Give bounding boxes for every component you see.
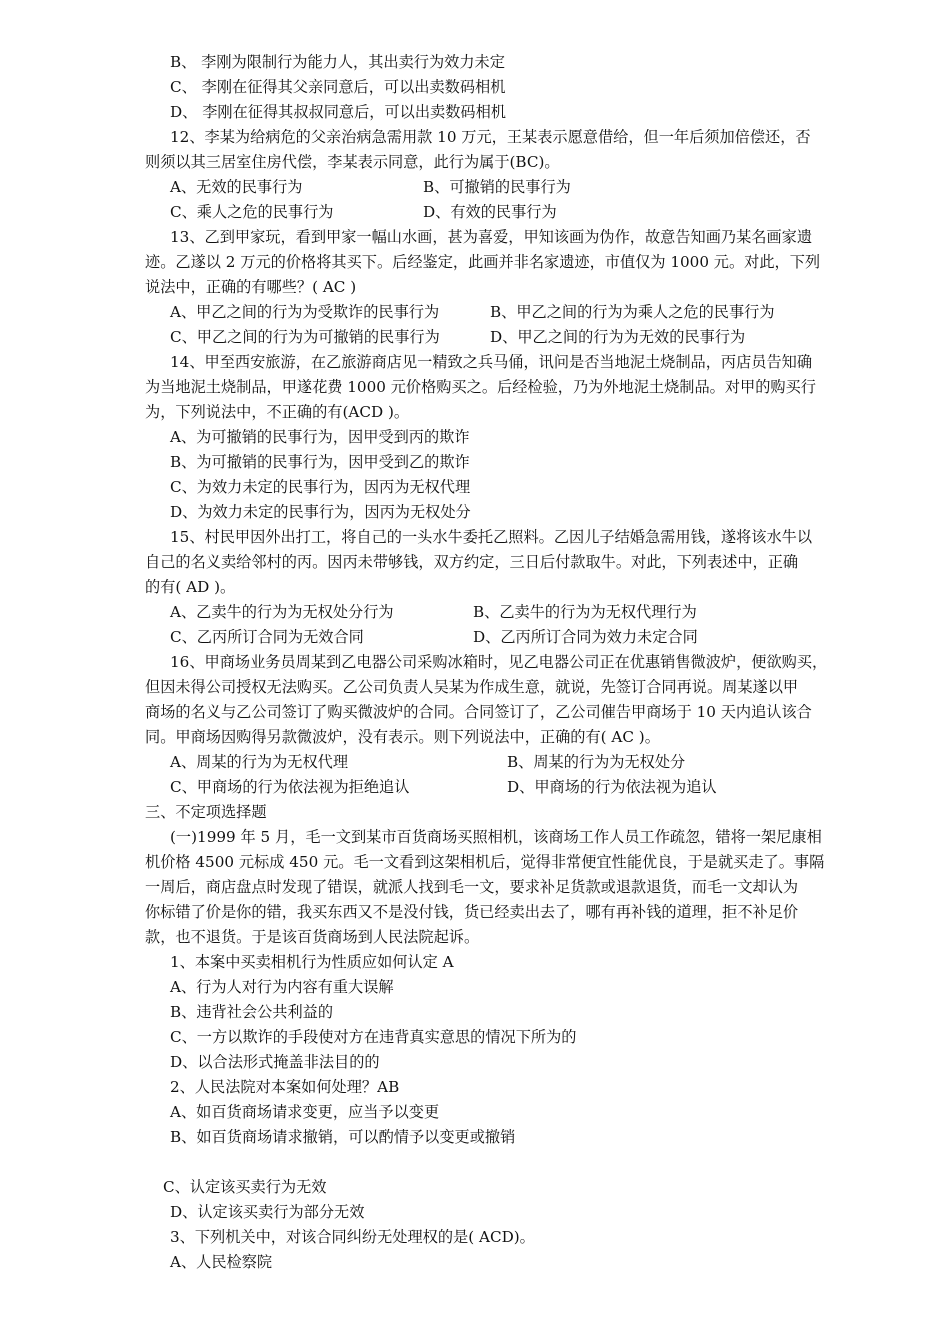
q15-option-b: B、乙卖牛的行为为无权代理行为 — [473, 603, 697, 621]
q11-option-b: B、 李刚为限制行为能力人，其出卖行为效力未定 — [170, 53, 505, 71]
q11-option-c: C、 李刚在征得其父亲同意后，可以出卖数码相机 — [170, 78, 506, 96]
q13-text-line-1: 13、乙到甲家玩，看到甲家一幅山水画，甚为喜爱，甲知该画为伪作，故意告知画乃某名画家遗 — [170, 228, 813, 246]
q13-option-c: C、甲乙之间的行为为可撤销的民事行为 — [170, 328, 440, 346]
sub1-option-c: C、一方以欺诈的手段使对方在违背真实意思的情况下所为的 — [170, 1028, 577, 1046]
q11-option-d: D、 李刚在征得其叔叔同意后，可以出卖数码相机 — [170, 103, 506, 121]
q14-text-line-3: 为，下列说法中，不正确的有(ACD )。 — [145, 403, 410, 421]
sub2-option-d: D、认定该买卖行为部分无效 — [170, 1203, 365, 1221]
q12-option-b: B、可撤销的民事行为 — [423, 178, 571, 196]
q13-option-b: B、甲乙之间的行为为乘人之危的民事行为 — [490, 303, 775, 321]
q13-text-line-3: 说法中，正确的有哪些？( AC ) — [145, 278, 357, 296]
q13-option-d: D、甲乙之间的行为为无效的民事行为 — [490, 328, 746, 346]
q15-option-c: C、乙丙所订合同为无效合同 — [170, 628, 364, 646]
q15-option-a: A、乙卖牛的行为为无权处分行为 — [170, 603, 394, 621]
case-text-line-1: (一)1999 年 5 月，毛一文到某市百货商场买照相机，该商场工作人员工作疏忽，错将一架尼康相 — [170, 828, 822, 846]
q14-option-b: B、为可撤销的民事行为，因甲受到乙的欺诈 — [170, 453, 470, 471]
q16-option-c: C、甲商场的行为依法视为拒绝追认 — [170, 778, 410, 796]
sub2-option-c: C、认定该买卖行为无效 — [163, 1178, 327, 1196]
q13-option-a: A、甲乙之间的行为为受欺诈的民事行为 — [170, 303, 440, 321]
q15-text-line-2: 自己的名义卖给邻村的丙。因丙未带够钱，双方约定，三日后付款取牛。对此，下列表述中，正确 — [145, 553, 799, 571]
q14-option-c: C、为效力未定的民事行为，因丙为无权代理 — [170, 478, 471, 496]
q15-option-d: D、乙丙所订合同为效力未定合同 — [473, 628, 698, 646]
case-text-line-3: 一周后，商店盘点时发现了错误，就派人找到毛一文，要求补足货款或退款退货，而毛一文却认为 — [145, 878, 799, 896]
q16-option-a: A、周某的行为为无权代理 — [170, 753, 349, 771]
q12-option-a: A、无效的民事行为 — [170, 178, 303, 196]
sub2-option-a: A、如百货商场请求变更，应当予以变更 — [170, 1103, 440, 1121]
case-text-line-4: 你标错了价是你的错，我买东西又不是没付钱，货已经卖出去了，哪有再补钱的道理，拒不补足价 — [145, 903, 799, 921]
case-text-line-5: 款，也不退货。于是该百货商场到人民法院起诉。 — [145, 928, 480, 946]
q16-option-b: B、周某的行为为无权处分 — [507, 753, 686, 771]
q12-option-c: C、乘人之危的民事行为 — [170, 203, 334, 221]
q12-text-line-1: 12、李某为给病危的父亲治病急需用款 10 万元，王某表示愿意借给，但一年后须加倍偿还，否 — [170, 128, 811, 146]
sub3-option-a: A、人民检察院 — [170, 1253, 273, 1271]
q14-text-line-2: 为当地泥土烧制品，甲遂花费 1000 元价格购买之。后经检验，乃为外地泥土烧制品。对甲的购买行 — [145, 378, 816, 396]
sub1-option-d: D、以合法形式掩盖非法目的的 — [170, 1053, 380, 1071]
q16-option-d: D、甲商场的行为依法视为追认 — [507, 778, 717, 796]
sub2-option-b: B、如百货商场请求撤销，可以酌情予以变更或撤销 — [170, 1128, 516, 1146]
q16-text-line-2: 但因未得公司授权无法购买。乙公司负责人吴某为作成生意，就说，先签订合同再说。周某遂以甲 — [145, 678, 799, 696]
sub3-question: 3、下列机关中，对该合同纠纷无处理权的是( ACD)。 — [170, 1228, 535, 1246]
q15-text-line-3: 的有( AD )。 — [145, 578, 236, 596]
sub2-question: 2、人民法院对本案如何处理？AB — [170, 1078, 400, 1096]
q16-text-line-4: 同。甲商场因购得另款微波炉，没有表示。则下列说法中，正确的有( AC )。 — [145, 728, 660, 746]
case-text-line-2: 机价格 4500 元标成 450 元。毛一文看到这架相机后，觉得非常便宜性能优良，于是就买走了。事隔 — [145, 853, 825, 871]
sub1-question: 1、本案中买卖相机行为性质应如何认定 A — [170, 953, 454, 971]
sub1-option-a: A、行为人对行为内容有重大误解 — [170, 978, 394, 996]
q14-option-a: A、为可撤销的民事行为，因甲受到丙的欺诈 — [170, 428, 470, 446]
q13-text-line-2: 迹。乙遂以 2 万元的价格将其买下。后经鉴定，此画并非名家遗迹，市值仅为 1000 元。对此，下列 — [145, 253, 821, 271]
q14-option-d: D、为效力未定的民事行为，因丙为无权处分 — [170, 503, 471, 521]
section-heading: 三、不定项选择题 — [145, 803, 267, 821]
q15-text-line-1: 15、村民甲因外出打工，将自己的一头水牛委托乙照料。乙因儿子结婚急需用钱，遂将该水牛以 — [170, 528, 813, 546]
q12-option-d: D、有效的民事行为 — [423, 203, 557, 221]
q16-text-line-1: 16、甲商场业务员周某到乙电器公司采购冰箱时，见乙电器公司正在优惠销售微波炉，便欲购买， — [170, 653, 828, 671]
sub1-option-b: B、违背社会公共利益的 — [170, 1003, 334, 1021]
q14-text-line-1: 14、甲至西安旅游，在乙旅游商店见一精致之兵马俑，讯问是否当地泥土烧制品，丙店员告知确 — [170, 353, 813, 371]
q16-text-line-3: 商场的名义与乙公司签订了购买微波炉的合同。合同签订了，乙公司催告甲商场于 10 天内追认该合 — [145, 703, 812, 721]
q12-text-line-2: 则须以其三居室住房代偿，李某表示同意，此行为属于(BC)。 — [145, 153, 560, 171]
